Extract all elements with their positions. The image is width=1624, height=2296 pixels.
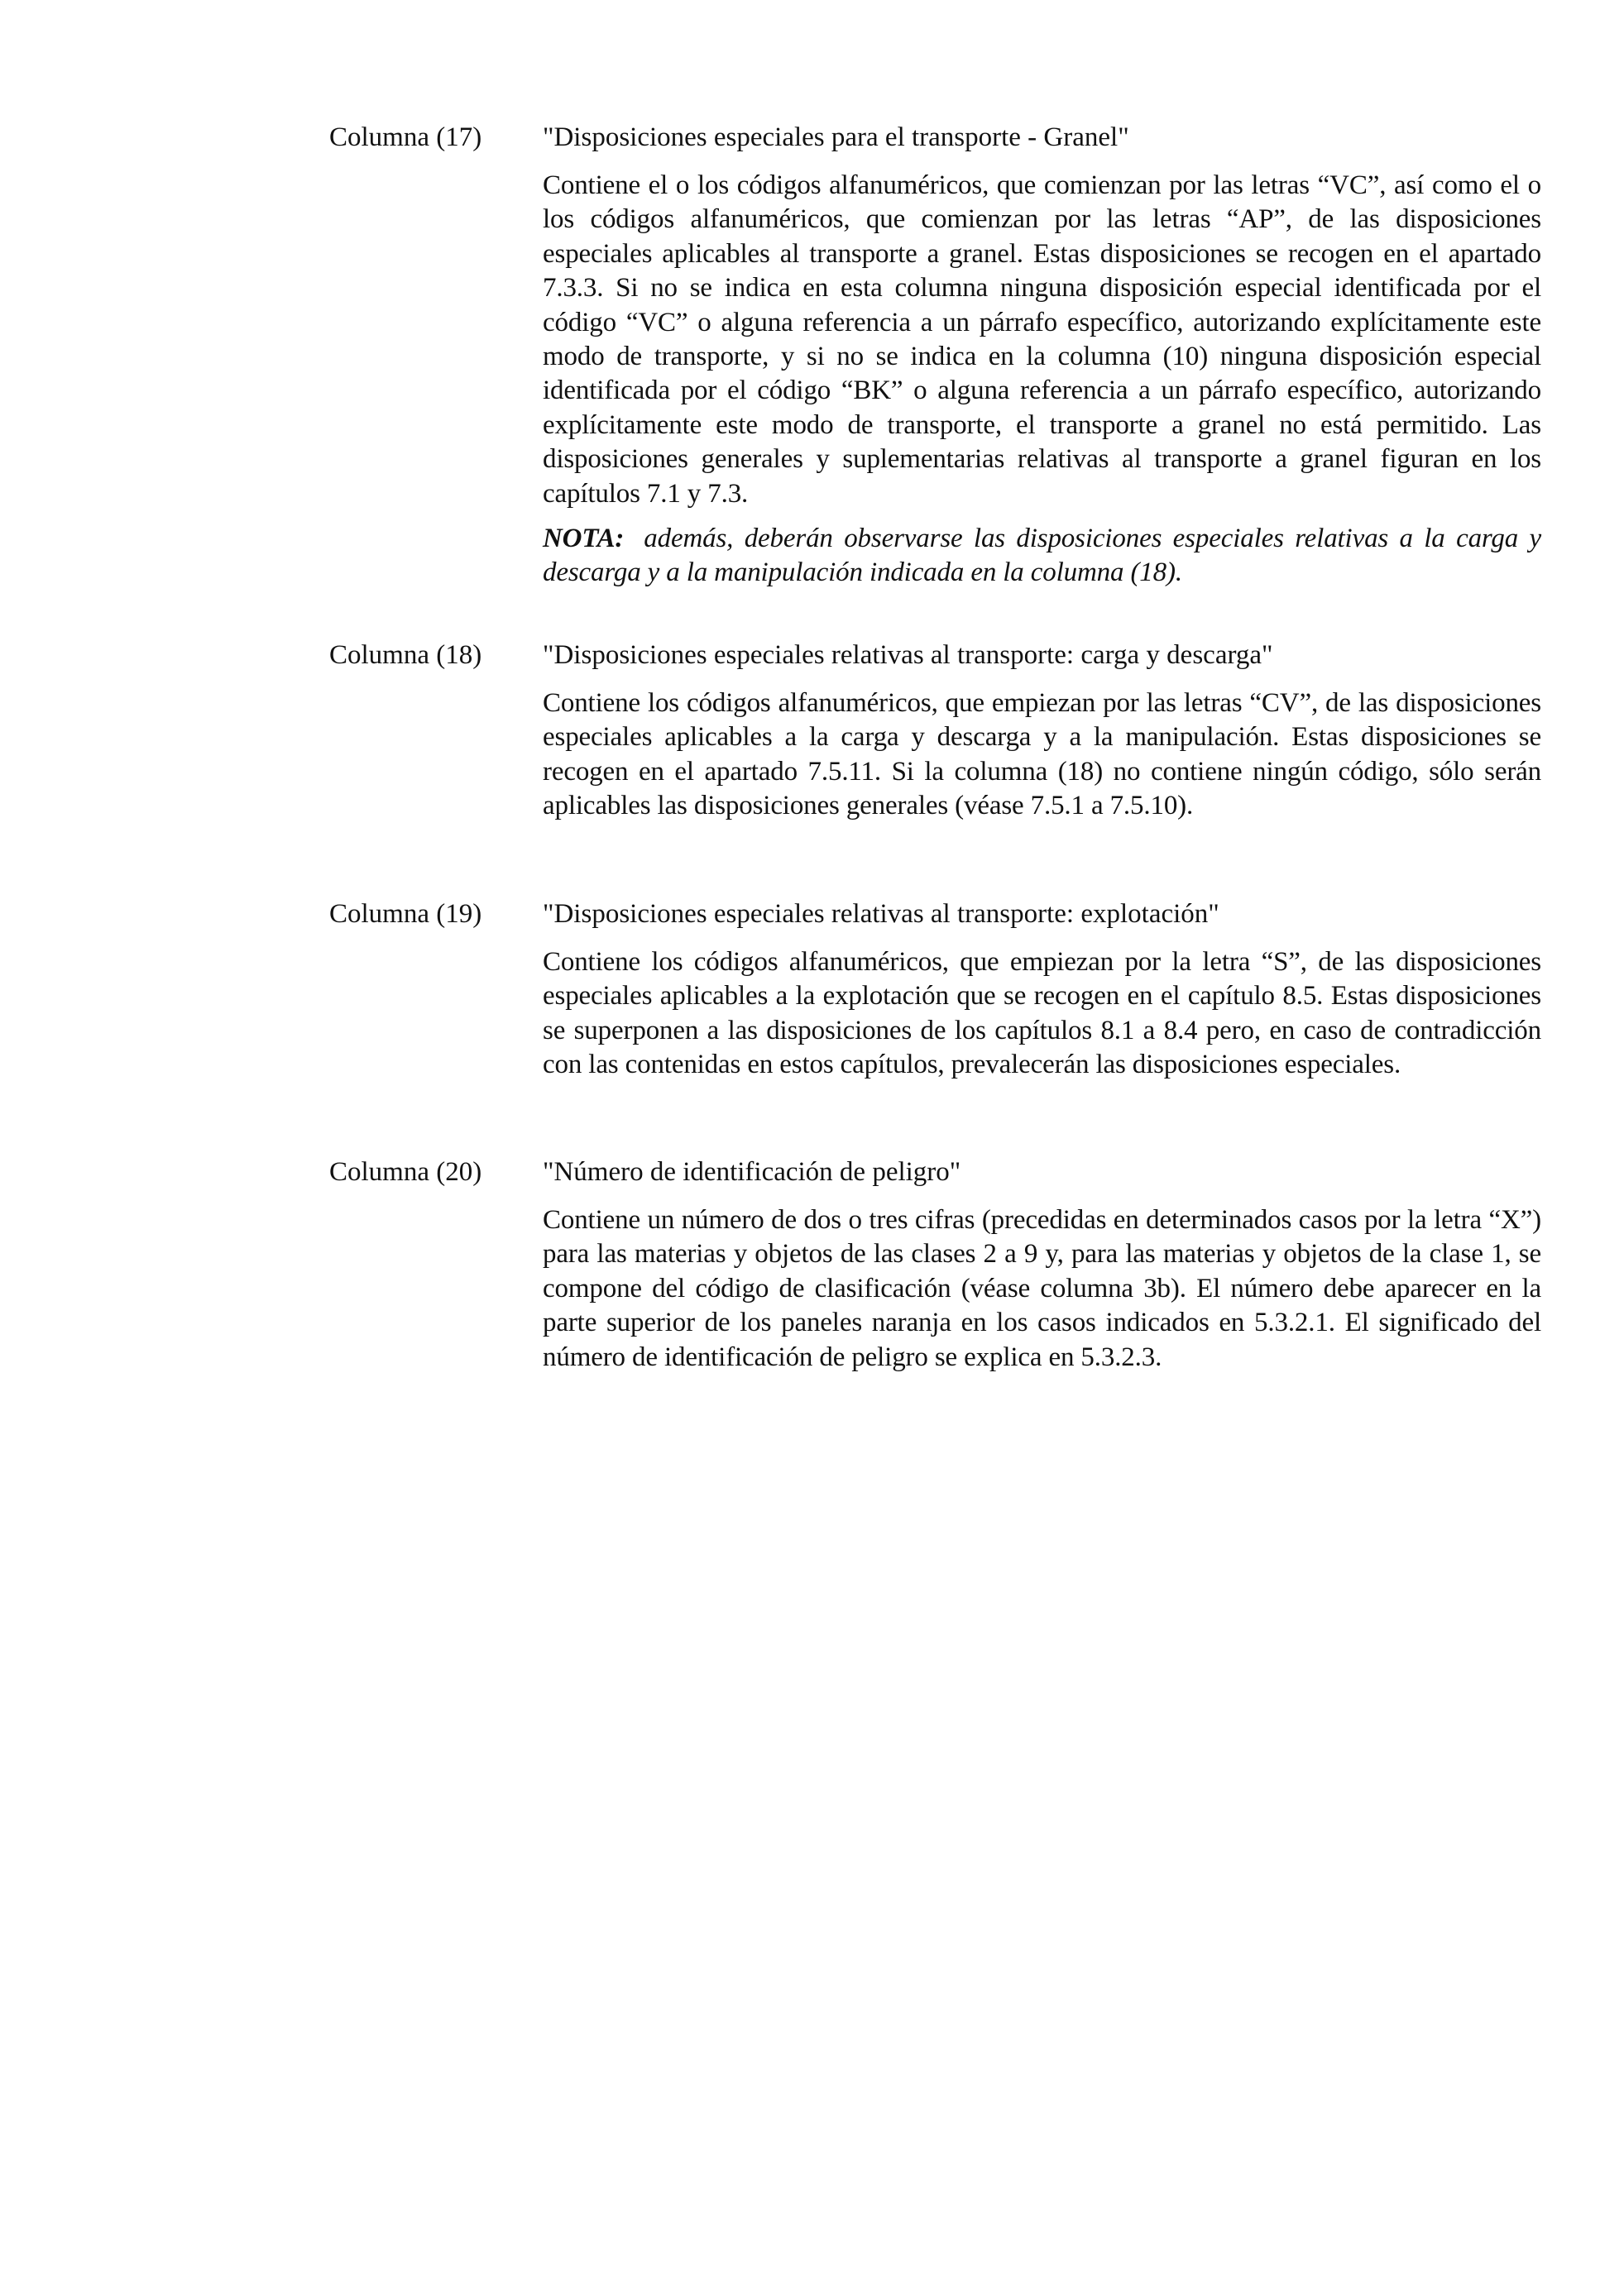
section-content bbox=[543, 1155, 1541, 1375]
section-body: Contiene el o los códigos alfanuméricos, que comienzan por las letras “VC”, así como el o los códigos alfanuméricos, que comienzan por las letras “AP”, de las disposiciones especiales aplicables al transporte a granel. Estas disposiciones se recogen en el apartado 7.3.3. Si no se indica en esta columna ninguna disposición especial identificada por el código “VC” o alguna referencia a un párrafo específico, autorizando explícitamente este modo de transporte, y si no se indica en la columna (10) ninguna disposición especial identificada por el código “BK” o alguna referencia a un párrafo específico, autorizando explícitamente este modo de transporte, el transporte a granel no está permitido. Las disposiciones generales y suplementarias relativas al transporte a granel figuran en los capítulos 7.1 y 7.3. bbox=[543, 170, 1541, 509]
section-body: Contiene los códigos alfanuméricos, que empiezan por las letras “CV”, de las disposiciones especiales aplicables a la carga y descarga y a la manipulación. Estas disposiciones se recogen en el apartado 7.5.11. Si la columna (18) no contiene ningún código, sólo serán aplicables las disposiciones generales (véase 7.5.1 a 7.5.10). bbox=[543, 688, 1541, 821]
section-content bbox=[543, 639, 1541, 824]
note-text: además, deberán observarse las disposiciones especiales relativas a la carga y descarga y a la manipulación indicada en la columna (18). bbox=[543, 524, 1541, 588]
column-label: Columna (17) bbox=[329, 122, 482, 152]
section-heading: "Disposiciones especiales relativas al transporte: carga y descarga" bbox=[543, 640, 1273, 670]
section-heading: "Número de identificación de peligro" bbox=[543, 1157, 961, 1187]
section-content bbox=[543, 897, 1541, 1083]
note bbox=[543, 522, 1541, 591]
section-heading: "Disposiciones especiales relativas al transporte: explotación" bbox=[543, 899, 1219, 929]
column-label: Columna (18) bbox=[329, 640, 482, 670]
note-label: NOTA: bbox=[543, 524, 625, 554]
section-content bbox=[543, 121, 1541, 591]
section-heading: "Disposiciones especiales para el transporte - Granel" bbox=[543, 122, 1129, 152]
section-body: Contiene los códigos alfanuméricos, que empiezan por la letra “S”, de las disposiciones especiales aplicables a la explotación que se recogen en el capítulo 8.5. Estas disposiciones se superponen a las disposiciones de los capítulos 8.1 a 8.4 pero, en caso de contradicción con las contenidas en estos capítulos, prevalecerán las disposiciones especiales. bbox=[543, 947, 1541, 1080]
column-label: Columna (19) bbox=[329, 899, 482, 929]
column-label: Columna (20) bbox=[329, 1157, 482, 1187]
section-body: Contiene un número de dos o tres cifras (precedidas en determinados casos por la letra “X”) para las materias y objetos de las clases 2 a 9 y, para las materias y objetos de la clase 1, se compone del código de clasificación (véase columna 3b). El número debe aparecer en la parte superior de los paneles naranja en los casos indicados en 5.3.2.1. El significado del número de identificación de peligro se explica en 5.3.2.3. bbox=[543, 1205, 1541, 1372]
